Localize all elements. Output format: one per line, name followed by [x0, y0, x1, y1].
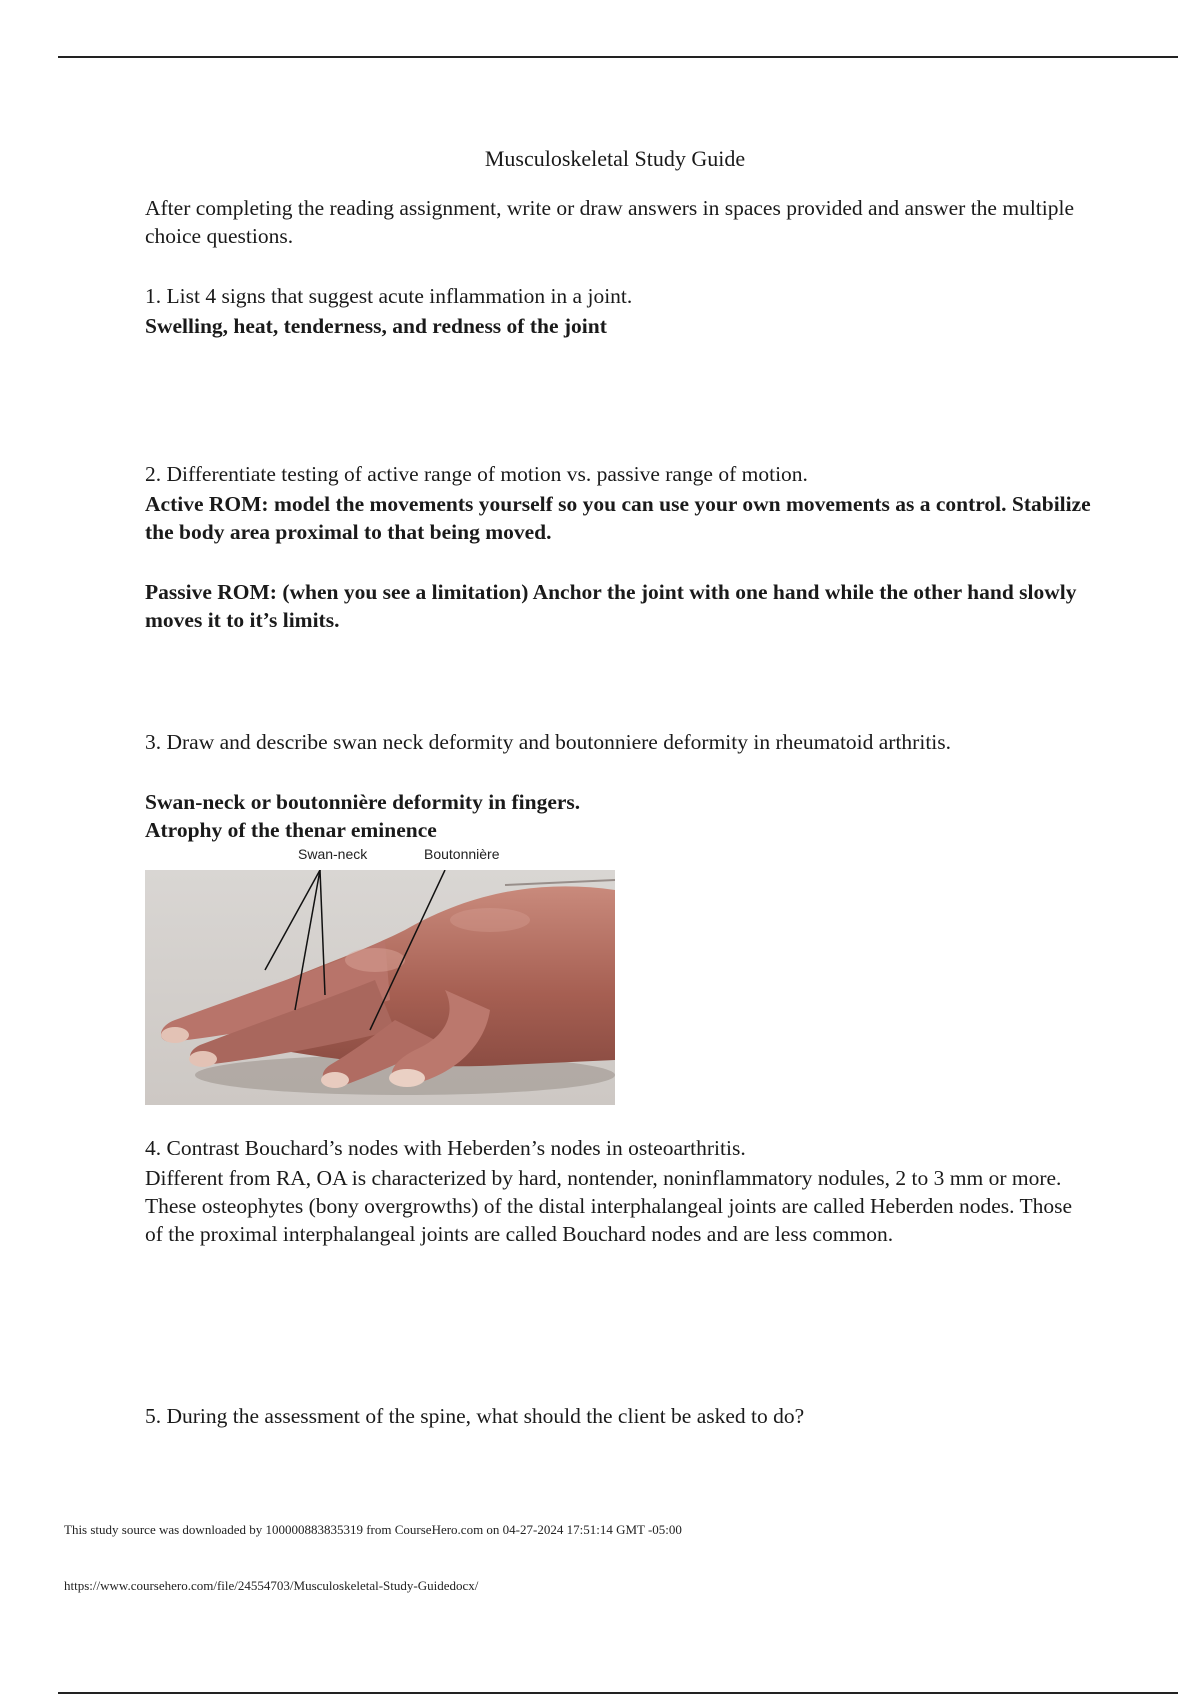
answer-3-line-1: Swan-neck or boutonnière deformity in fingers.	[145, 790, 581, 814]
answer-2-passive: Passive ROM: (when you see a limitation) Anchor the joint with one hand while the other hand slowly moves it to it’s limits.	[145, 580, 1077, 632]
hand-deformity-illustration	[145, 870, 615, 1135]
source-url[interactable]: https://www.coursehero.com/file/24554703/Musculoskeletal-Study-Guidedocx/	[64, 1578, 479, 1593]
question-2: 2. Differentiate testing of active range of motion vs. passive range of motion.	[145, 462, 808, 486]
answer-1: Swelling, heat, tenderness, and redness of the joint	[145, 314, 607, 338]
intro-text: After completing the reading assignment, write or draw answers in spaces provided and answer the multiple choice questions.	[145, 196, 1075, 248]
question-3: 3. Draw and describe swan neck deformity and boutonniere deformity in rheumatoid arthritis.	[145, 730, 952, 754]
download-source-line: This study source was downloaded by 100000883835319 from CourseHero.com on 04-27-2024 17:51:14 GMT -05:00	[64, 1522, 682, 1537]
bottom-rule	[58, 1692, 1178, 1694]
answer-4: Different from RA, OA is characterized by hard, nontender, noninflammatory nodules, 2 to 3 mm or more. These osteophytes (bony overgrowths) of the distal interphalangeal joints are called Heberden nodes. Those of the proximal interphalangeal joints are called Bouchard nodes and are less common.	[145, 1166, 1073, 1246]
boutonniere-label: Boutonnière	[424, 846, 500, 862]
hand-drawing	[145, 870, 615, 1105]
answer-3-line-2: Atrophy of the thenar eminence	[145, 818, 437, 842]
question-5: 5. During the assessment of the spine, what should the client be asked to do?	[145, 1404, 805, 1428]
swan-neck-label: Swan-neck	[298, 846, 368, 862]
page-title: Musculoskeletal Study Guide	[484, 146, 746, 171]
answer-2-active: Active ROM: model the movements yourself so you can use your own movements as a control. Stabilize the body area proximal to that being moved.	[145, 492, 1091, 544]
question-4: 4. Contrast Bouchard’s nodes with Heberden’s nodes in osteoarthritis.	[145, 1136, 746, 1160]
top-rule	[58, 56, 1178, 58]
question-1: 1. List 4 signs that suggest acute inflammation in a joint.	[145, 284, 633, 308]
